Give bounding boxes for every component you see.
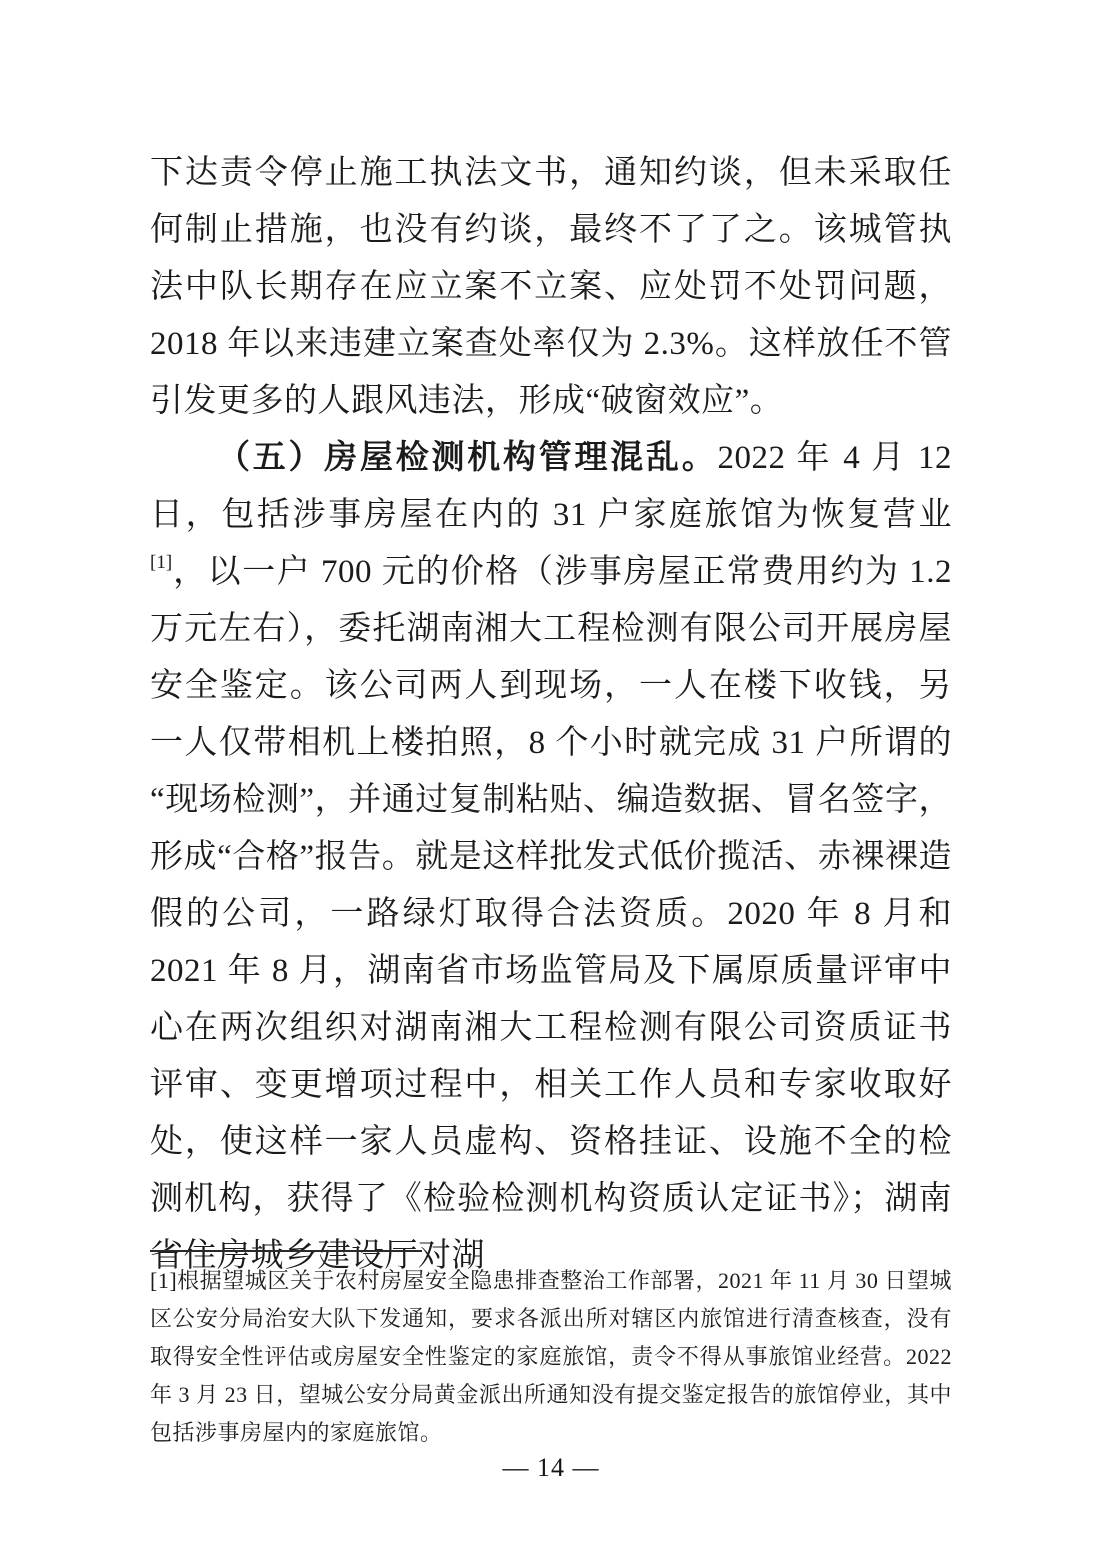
parenthetical-note: （涉事房屋正常费用约为 1.2 万元左右） bbox=[150, 554, 953, 647]
document-body bbox=[150, 145, 952, 1285]
paragraph-text: 下达责令停止施工执法文书，通知约谈，但未采取任何制止措施，也没有约谈，最终不了了之。该城管执法中队长期存在应立案不立案、应处罚不处罚问题，2018 年以来违建立案查处率仅为 2.3%。这样放任不管引发更多的人跟风违法，形成“破窗效应”。 bbox=[150, 155, 952, 419]
paragraph-continuation bbox=[150, 145, 952, 430]
section-heading: （五）房屋检测机构管理混乱。 bbox=[217, 440, 718, 476]
paragraph-text: 2022 年 4 月 12 日，包括涉事房屋在内的 31 户家庭旅馆为恢复营业 bbox=[150, 440, 952, 533]
page-number: — 14 — bbox=[502, 1453, 600, 1482]
footnote-text: [1]根据望城区关于农村房屋安全隐患排查整治工作部署，2021 年 11 月 30 日望城区公安分局治安大队下发通知，要求各派出所对辖区内旅馆进行清查核查，没有取得安全性评估或房屋安全性鉴定的家庭旅馆，责令不得从事旅馆业经营。2022 年 3 月 23 日，望城公安分局黄金派出所通知没有提交鉴定报告的旅馆停业，其中包括涉事房屋内的家庭旅馆。 bbox=[150, 1268, 952, 1445]
paragraph-section-five bbox=[150, 430, 952, 1285]
paragraph-text: ，以一户 700 元的价格 bbox=[172, 554, 520, 590]
footnote-divider bbox=[150, 1250, 422, 1252]
paragraph-text: ，委托湖南湘大工程检测有限公司开展房屋安全鉴定。该公司两人到现场，一人在楼下收钱，另一人仅带相机上楼拍照，8 个小时就完成 31 户所谓的“现场检测”，并通过复制粘贴、编造数据、冒名签字，形成“合格”报告。就是这样批发式低价揽活、赤裸裸造假的公司，一路绿灯取得合法资质。2020 年 8 月和 2021 年 8 月，湖南省市场监管局及下属原质量评审中心在两次组织对湖南湘大工程检测有限公司资质证书评审、变更增项过程中，相关工作人员和专家收取好处，使这样一家人员虚构、资格挂证、设施不全的检测机构，获得了《检验检测机构资质认定证书》；湖南省住房城乡建设厅对湖 bbox=[150, 611, 953, 1274]
footnote-section bbox=[150, 1250, 952, 1452]
footnote-reference: [1] bbox=[150, 552, 173, 573]
